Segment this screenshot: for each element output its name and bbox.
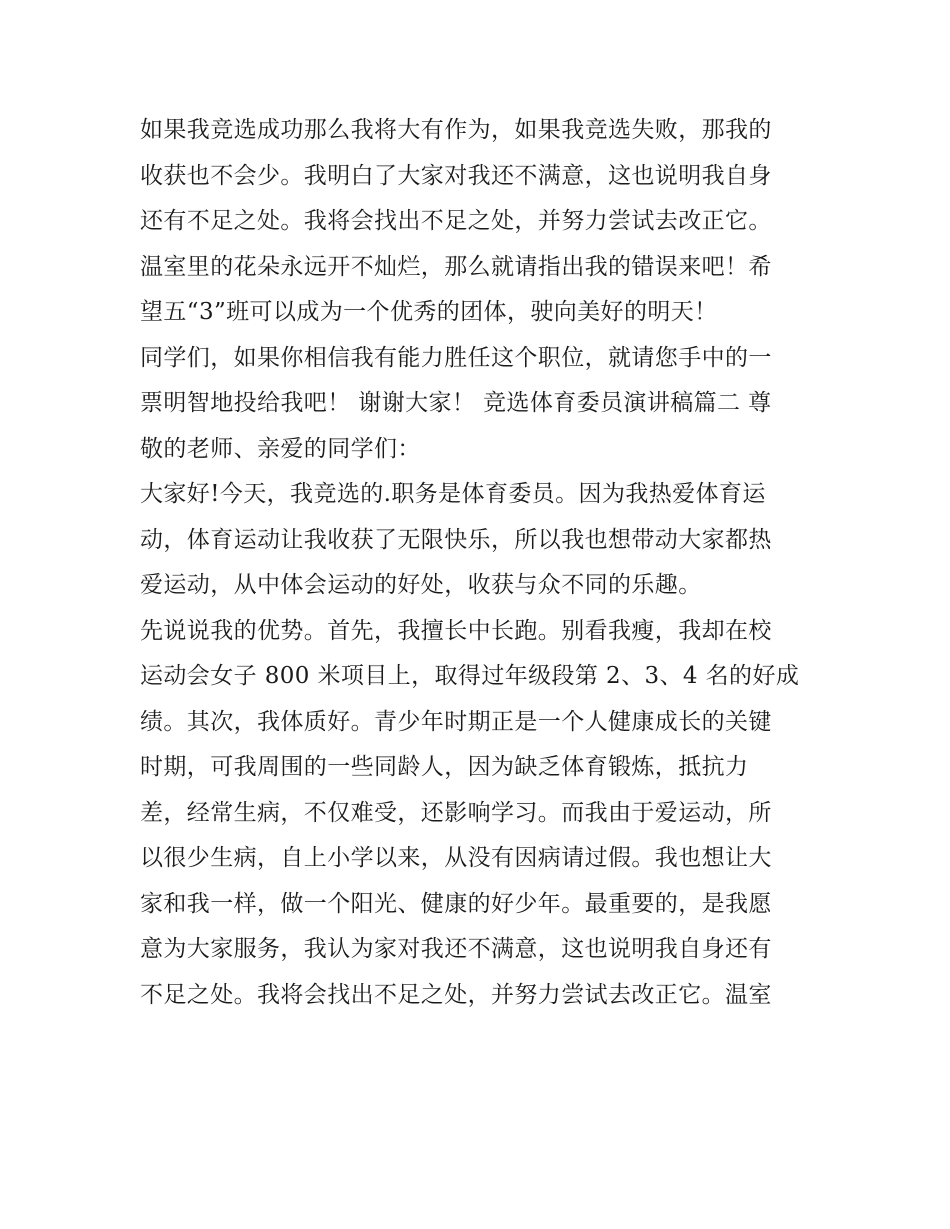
text-line: 家和我一样，做一个阳光、健康的好少年。最重要的，是我愿 xyxy=(140,890,772,917)
text-line: 时期，可我周围的一些同龄人，因为缺乏体育锻炼，抵抗力 xyxy=(140,754,749,780)
text-line: 运动会女子 800 米项目上，取得过年级段第 2、3、4 名的好成 xyxy=(140,663,800,689)
text-line: 还有不足之处。我将会找出不足之处，并努力尝试去改正它。 xyxy=(140,208,772,234)
text-line: 不足之处。我将会找出不足之处，并努力尝试去改正它。温室 xyxy=(140,981,772,1008)
text-line: 望五“3”班可以成为一个优秀的团体，驶向美好的明天！ xyxy=(140,299,718,325)
text-line: 意为大家服务，我认为家对我还不满意，这也说明我自身还有 xyxy=(140,936,772,962)
text-line: 爱运动，从中体会运动的好处，收获与众不同的乐趣。 xyxy=(140,572,702,598)
text-line: 敬的老师、亲爱的同学们： xyxy=(140,435,421,462)
speech-text-body xyxy=(140,108,820,1018)
text-line: 同学们，如果你相信我有能力胜任这个职位，就请您手中的一 xyxy=(140,344,772,371)
text-line: 动，体育运动让我收获了无限快乐，所以我也想带动大家都热 xyxy=(140,526,772,553)
text-line: 差，经常生病，不仅难受，还影响学习。而我由于爱运动，所 xyxy=(140,799,772,826)
text-line: 温室里的花朵永远开不灿烂，那么就请指出我的错误来吧！希 xyxy=(140,253,772,280)
text-line: 大家好!今天，我竞选的.职务是体育委员。因为我热爱体育运 xyxy=(140,481,766,507)
text-line: 以很少生病，自上小学以来，从没有因病请过假。我也想让大 xyxy=(140,845,772,871)
text-line: 如果我竞选成功那么我将大有作为，如果我竞选失败，那我的 xyxy=(140,117,772,143)
text-line: 收获也不会少。我明白了大家对我还不满意，这也说明我自身 xyxy=(140,162,772,189)
text-line: 票明智地投给我吧！ 谢谢大家！ 竞选体育委员演讲稿篇二 尊 xyxy=(140,390,772,416)
text-line: 先说说我的优势。首先，我擅长中长跑。别看我瘦，我却在校 xyxy=(140,617,772,644)
text-line: 绩。其次，我体质好。青少年时期正是一个人健康成长的关键 xyxy=(140,708,772,735)
